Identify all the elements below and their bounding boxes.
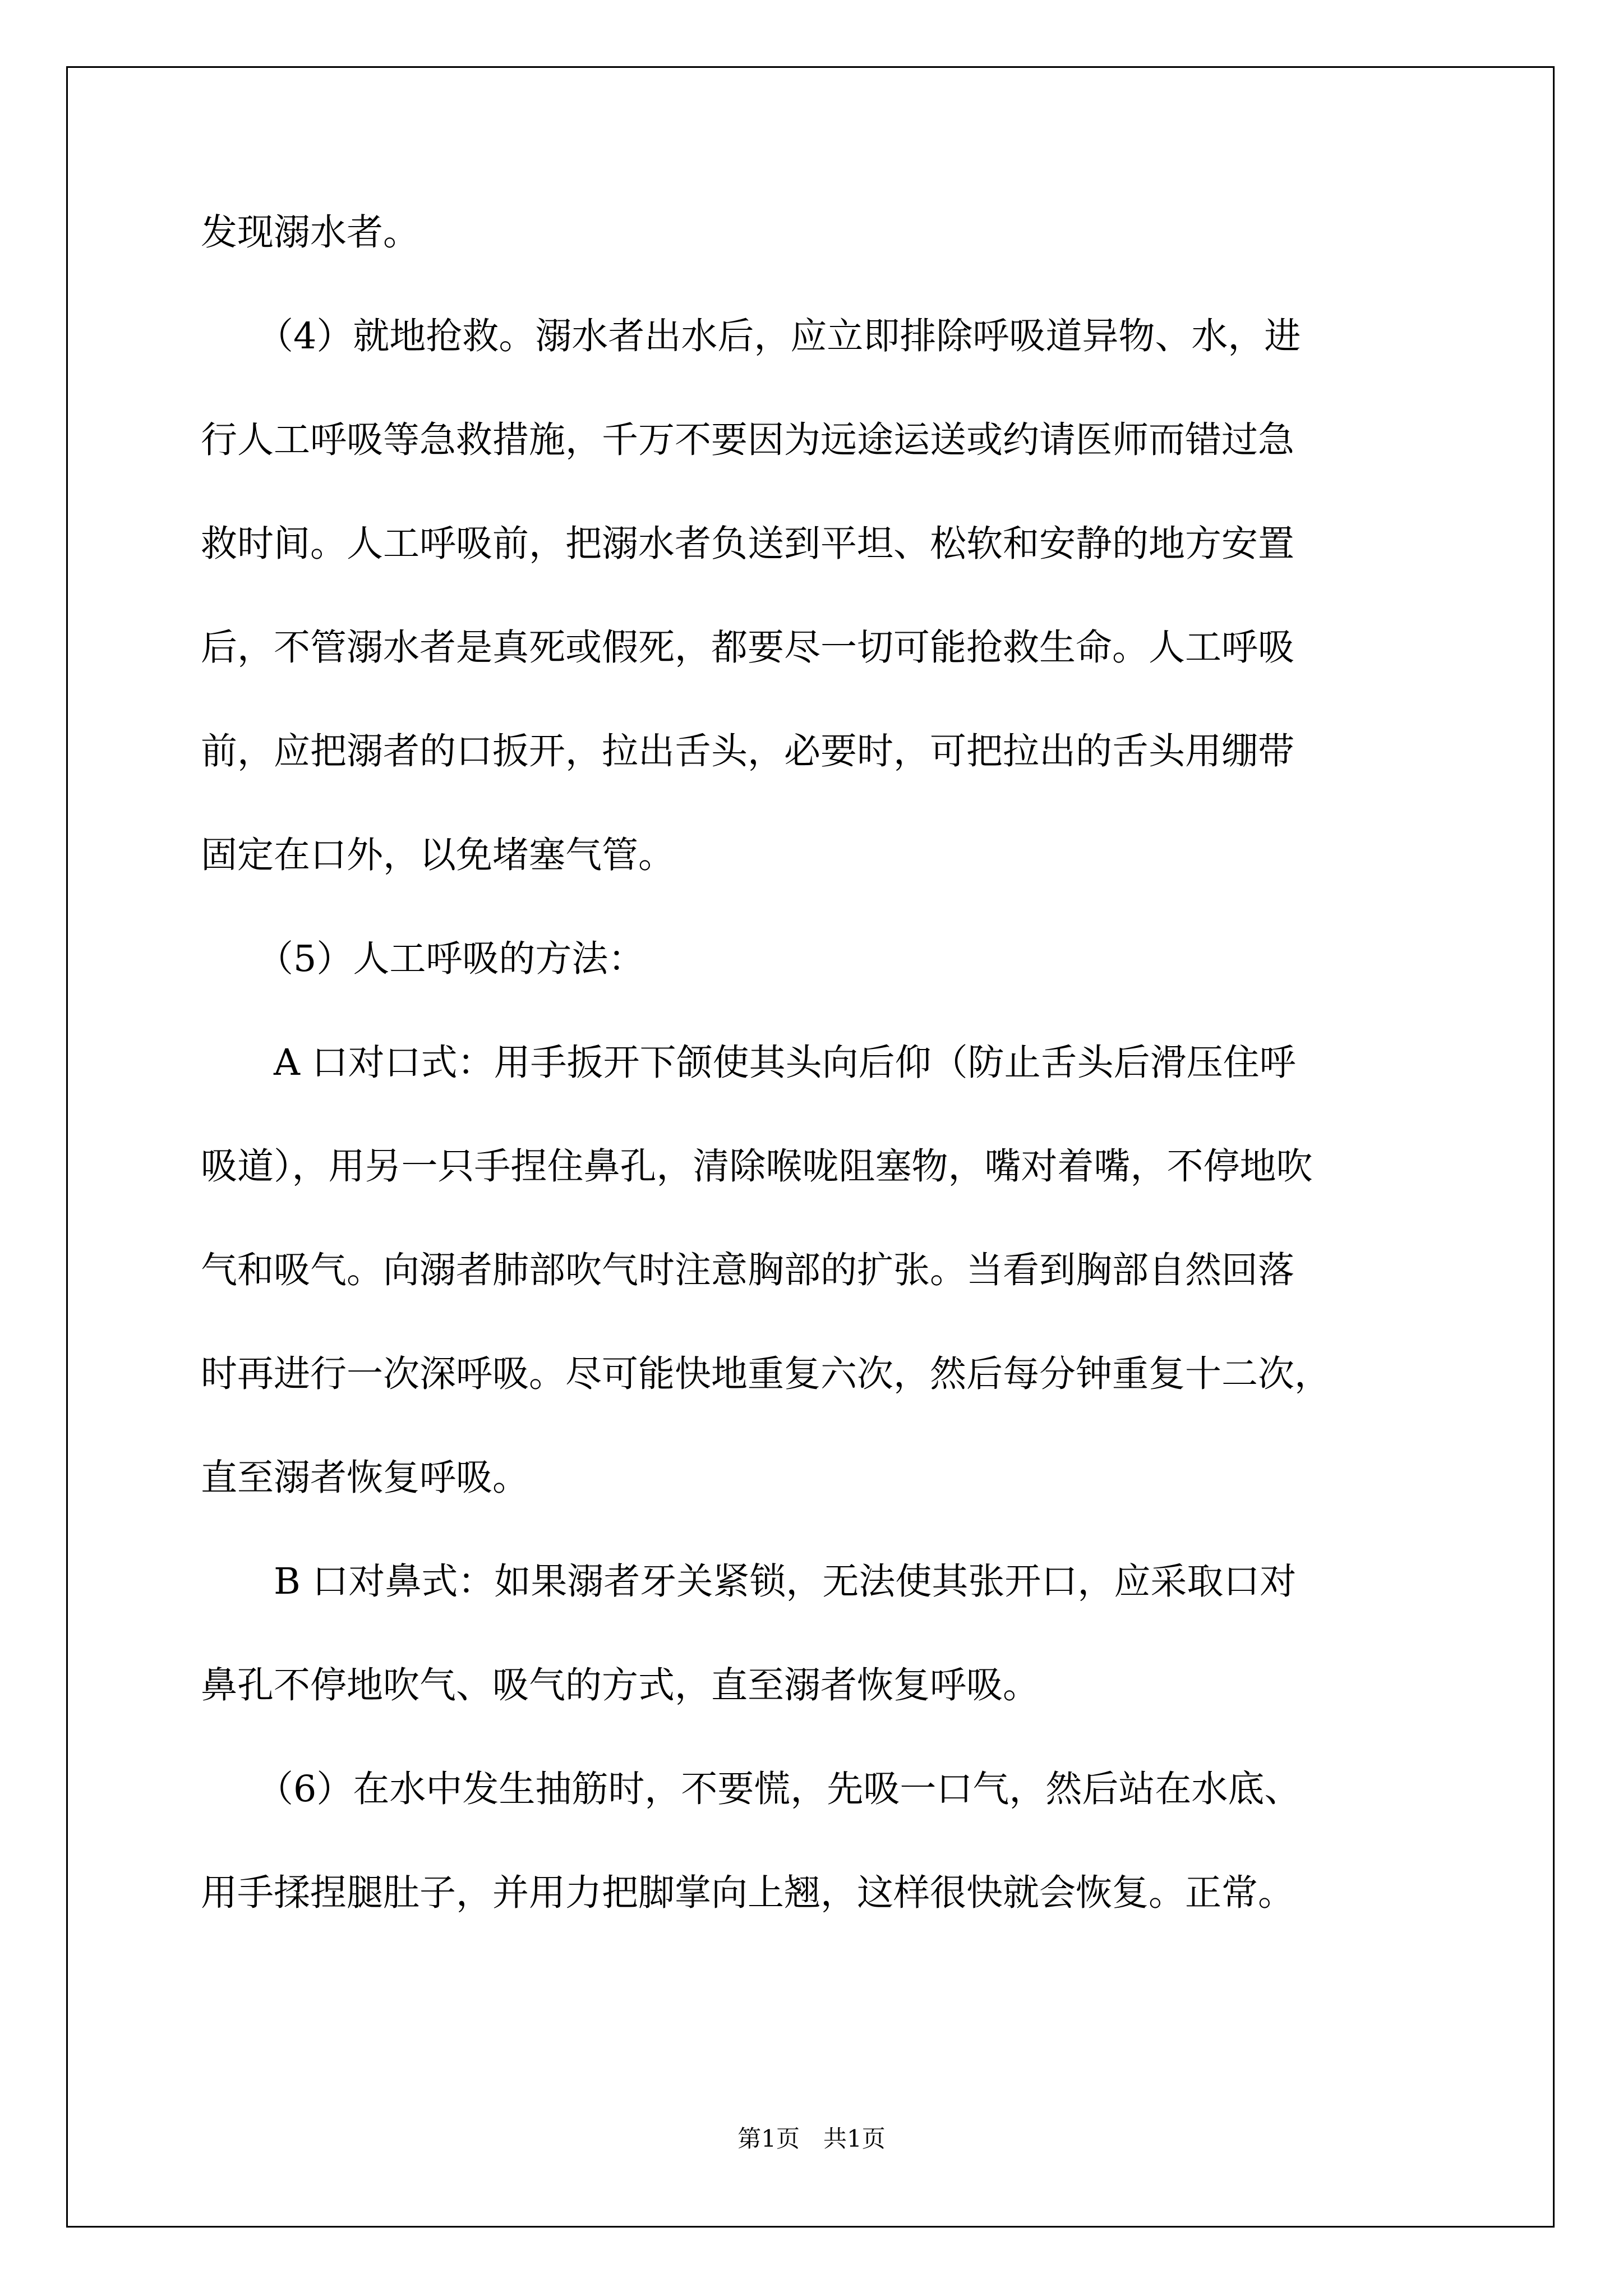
text-line: 行人工呼吸等急救措施，千万不要因为远途运送或约请医师而错过急 <box>201 419 1295 461</box>
page-footer: 第1页 共1页 <box>737 2125 886 2152</box>
text-line: 气和吸气。向溺者肺部吹气时注意胸部的扩张。当看到胸部自然回落 <box>201 1249 1295 1291</box>
text-line: 鼻孔不停地吹气、吸气的方式，直至溺者恢复呼吸。 <box>201 1664 1040 1706</box>
text-line: A 口对口式：用手扳开下颌使其头向后仰（防止舌头后滑压住呼 <box>274 1042 1296 1084</box>
text-line: 时再进行一次深呼吸。尽可能快地重复六次，然后每分钟重复十二次， <box>201 1353 1331 1395</box>
text-line: 前，应把溺者的口扳开，拉出舌头，必要时，可把拉出的舌头用绷带 <box>201 730 1295 772</box>
text-line: 发现溺水者。 <box>201 211 420 254</box>
text-line: 直至溺者恢复呼吸。 <box>201 1457 529 1499</box>
text-line: 救时间。人工呼吸前，把溺水者负送到平坦、松软和安静的地方安置 <box>201 523 1295 565</box>
text-line: 吸道），用另一只手捏住鼻孔，清除喉咙阻塞物，嘴对着嘴，不停地吹 <box>201 1145 1313 1188</box>
text-line: 固定在口外，以免堵塞气管。 <box>201 834 675 876</box>
text-line: 后，不管溺水者是真死或假死，都要尽一切可能抢救生命。人工呼吸 <box>201 627 1295 669</box>
text-line: （5）人工呼吸的方法： <box>257 938 645 980</box>
text-line: （6）在水中发生抽筋时，不要慌，先吸一口气，然后站在水底、 <box>257 1768 1301 1810</box>
text-line: 用手揉捏腿肚子，并用力把脚掌向上翘，这样很快就会恢复。正常。 <box>201 1872 1295 1914</box>
text-line: （4）就地抢救。溺水者出水后，应立即排除呼吸道异物、水，进 <box>257 315 1301 357</box>
text-line: B 口对鼻式：如果溺者牙关紧锁，无法使其张开口，应采取口对 <box>274 1561 1297 1603</box>
